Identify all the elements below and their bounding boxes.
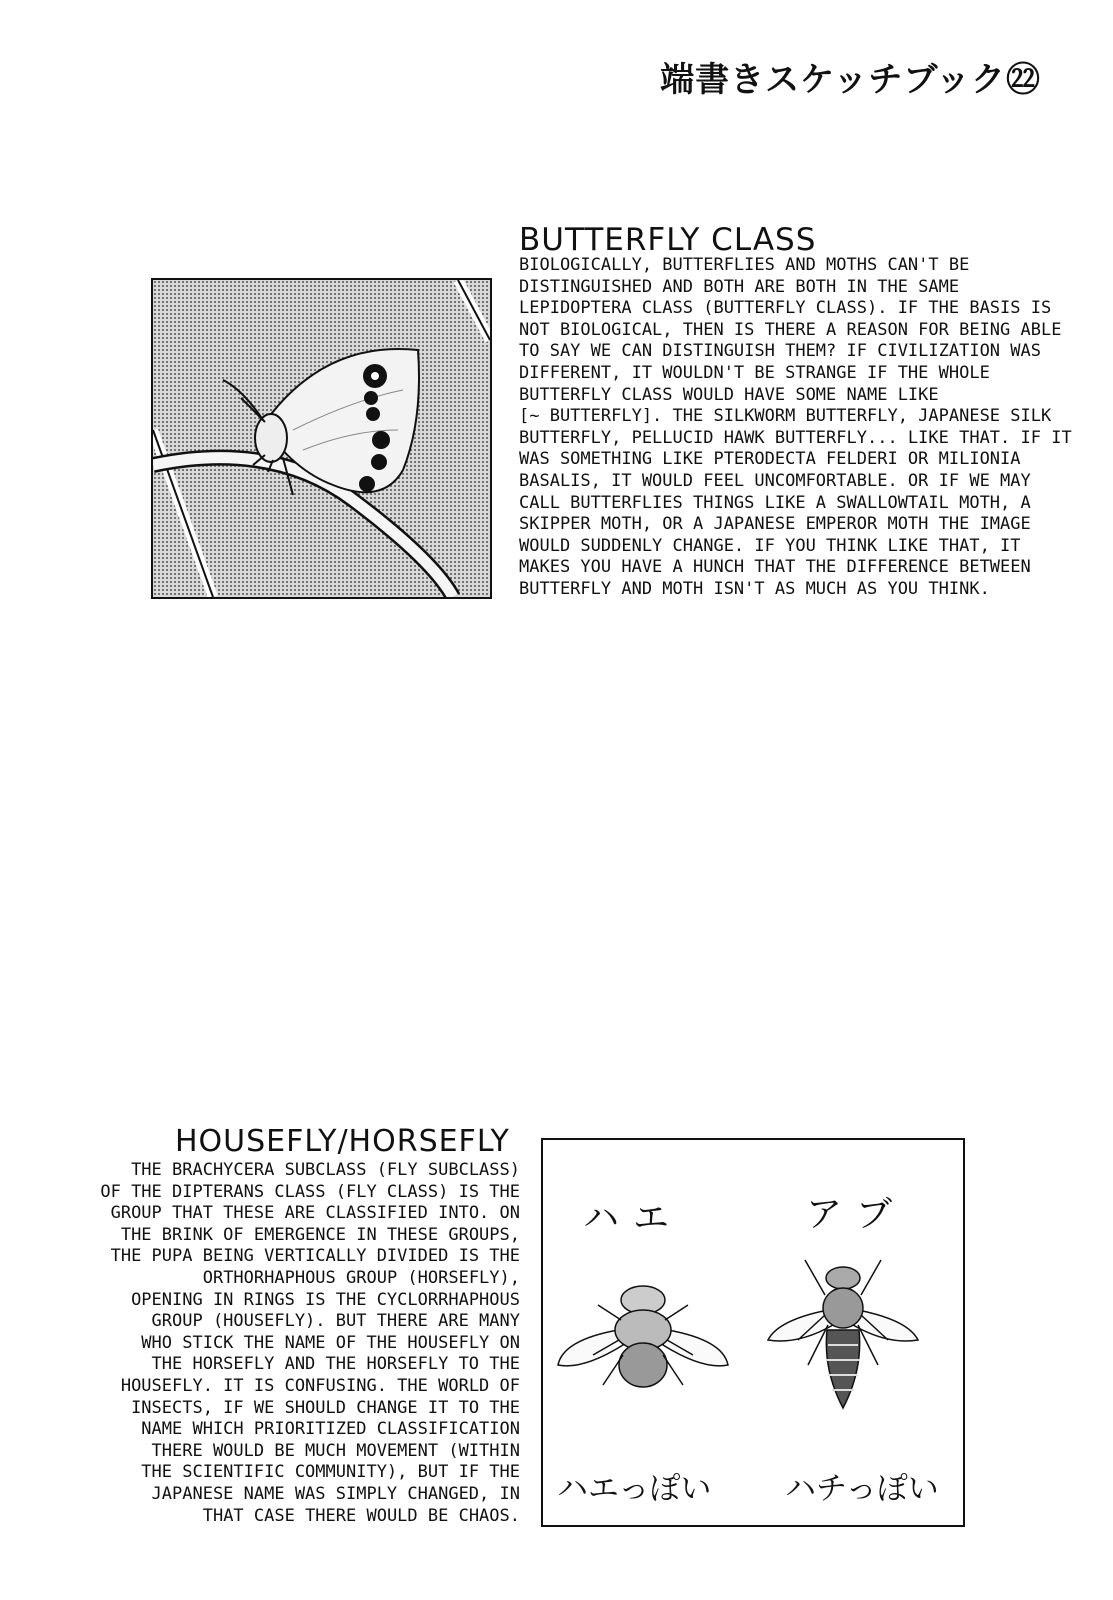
body-line: HOUSEFLY. IT IS CONFUSING. THE WORLD OF bbox=[120, 1375, 520, 1396]
body-line: WOULD SUDDENLY CHANGE. IF YOU THINK LIKE THAT, IT bbox=[519, 535, 1021, 556]
butterfly-illustration bbox=[151, 278, 492, 599]
body-line: WAS SOMETHING LIKE PTERODECTA FELDERI OR MILIONIA bbox=[519, 449, 1021, 470]
body-line: THE BRINK OF EMERGENCE IN THESE GROUPS, bbox=[120, 1224, 520, 1245]
horsefly-caption: ハチっぽい bbox=[785, 1471, 939, 1507]
body-line: DIFFERENT, IT WOULDN'T BE STRANGE IF THE WHOLE bbox=[519, 362, 990, 383]
body-line: OF THE DIPTERANS CLASS (FLY CLASS) IS THE bbox=[100, 1181, 520, 1202]
fly-heading: HOUSEFLY/HORSEFLY bbox=[175, 1124, 510, 1159]
horsefly-wing-right bbox=[853, 1310, 918, 1341]
horsefly-head bbox=[826, 1267, 860, 1289]
body-line: NAME WHICH PRIORITIZED CLASSIFICATION bbox=[141, 1419, 520, 1440]
fly-body-text bbox=[80, 1160, 520, 1527]
horsefly-label: アブ bbox=[806, 1194, 907, 1235]
body-line: GROUP THAT THESE ARE CLASSIFIED INTO. ON bbox=[110, 1203, 520, 1224]
body-line: OPENING IN RINGS IS THE CYCLORRHAPHOUS bbox=[131, 1289, 520, 1310]
body-line: DISTINGUISHED AND BOTH ARE BOTH IN THE SAME bbox=[519, 276, 960, 297]
housefly-drawing bbox=[558, 1286, 728, 1387]
body-line: BUTTERFLY AND MOTH ISN'T AS MUCH AS YOU THINK. bbox=[519, 578, 990, 599]
stem-right-outline bbox=[458, 280, 490, 340]
body-line: BUTTERFLY, PELLUCID HAWK BUTTERFLY... LIKE THAT. IF IT bbox=[519, 427, 1072, 448]
housefly-wing-right bbox=[663, 1330, 728, 1366]
twig bbox=[153, 458, 453, 597]
eye-spot bbox=[359, 476, 375, 492]
body-line: THE SCIENTIFIC COMMUNITY), BUT IF THE bbox=[141, 1462, 520, 1483]
body-line: BIOLOGICALLY, BUTTERFLIES AND MOTHS CAN'T BE bbox=[519, 255, 970, 275]
body-line: INSECTS, IF WE SHOULD CHANGE IT TO THE bbox=[131, 1397, 520, 1418]
eye-spot bbox=[371, 454, 387, 470]
eye-spot bbox=[372, 431, 390, 449]
housefly-label: ハエ bbox=[583, 1198, 684, 1239]
eye-spot bbox=[364, 391, 378, 405]
body-line: JAPANESE NAME WAS SIMPLY CHANGED, IN bbox=[151, 1483, 520, 1504]
butterfly-body bbox=[255, 414, 287, 462]
eye-spot-center bbox=[371, 372, 379, 380]
body-line: MAKES YOU HAVE A HUNCH THAT THE DIFFERENCE BETWEEN bbox=[519, 557, 1031, 578]
butterfly-heading: BUTTERFLY CLASS bbox=[519, 222, 817, 258]
butterfly-drawing bbox=[153, 280, 490, 597]
body-line: THERE WOULD BE MUCH MOVEMENT (WITHIN bbox=[151, 1440, 520, 1461]
horsefly-wing-left bbox=[768, 1310, 833, 1341]
housefly-caption: ハエっぽい bbox=[557, 1471, 712, 1507]
butterfly-body-text bbox=[519, 255, 1099, 601]
page-title: 端書きスケッチブック㉒ bbox=[660, 60, 1041, 100]
fly-comparison-panel bbox=[541, 1138, 965, 1527]
eye-spot bbox=[366, 407, 380, 421]
body-line: THE BRACHYCERA SUBCLASS (FLY SUBCLASS) bbox=[131, 1160, 520, 1180]
body-line: NOT BIOLOGICAL, THEN IS THERE A REASON FOR BEING ABLE bbox=[519, 319, 1062, 340]
housefly-abdomen bbox=[619, 1343, 667, 1387]
body-line: SKIPPER MOTH, OR A JAPANESE EMPEROR MOTH THE IMAGE bbox=[519, 514, 1031, 535]
body-line: ORTHORHAPHOUS GROUP (HORSEFLY), bbox=[202, 1267, 520, 1288]
body-line: LEPIDOPTERA CLASS (BUTTERFLY CLASS). IF THE BASIS IS bbox=[519, 298, 1052, 319]
body-line: THE PUPA BEING VERTICALLY DIVIDED IS THE bbox=[110, 1246, 520, 1267]
antenna bbox=[241, 398, 265, 422]
body-line: BUTTERFLY CLASS WOULD HAVE SOME NAME LIKE bbox=[519, 384, 939, 405]
body-line: GROUP (HOUSEFLY). BUT THERE ARE MANY bbox=[151, 1311, 520, 1332]
body-line: BASALIS, IT WOULD FEEL UNCOMFORTABLE. OR IF WE MAY bbox=[519, 470, 1031, 491]
horsefly-abdomen bbox=[826, 1330, 859, 1408]
body-line: [~ BUTTERFLY]. THE SILKWORM BUTTERFLY, JAPANESE SILK bbox=[519, 406, 1052, 427]
housefly-wing-left bbox=[558, 1330, 623, 1366]
body-line: THAT CASE THERE WOULD BE CHAOS. bbox=[202, 1505, 520, 1526]
body-line: CALL BUTTERFLIES THINGS LIKE A SWALLOWTAIL MOTH, A bbox=[519, 492, 1031, 513]
horsefly-thorax bbox=[823, 1288, 863, 1328]
body-line: THE HORSEFLY AND THE HORSEFLY TO THE bbox=[151, 1354, 520, 1375]
body-line: TO SAY WE CAN DISTINGUISH THEM? IF CIVILIZATION WAS bbox=[519, 341, 1041, 362]
horsefly-drawing bbox=[768, 1260, 918, 1408]
body-line: WHO STICK THE NAME OF THE HOUSEFLY ON bbox=[141, 1332, 520, 1353]
